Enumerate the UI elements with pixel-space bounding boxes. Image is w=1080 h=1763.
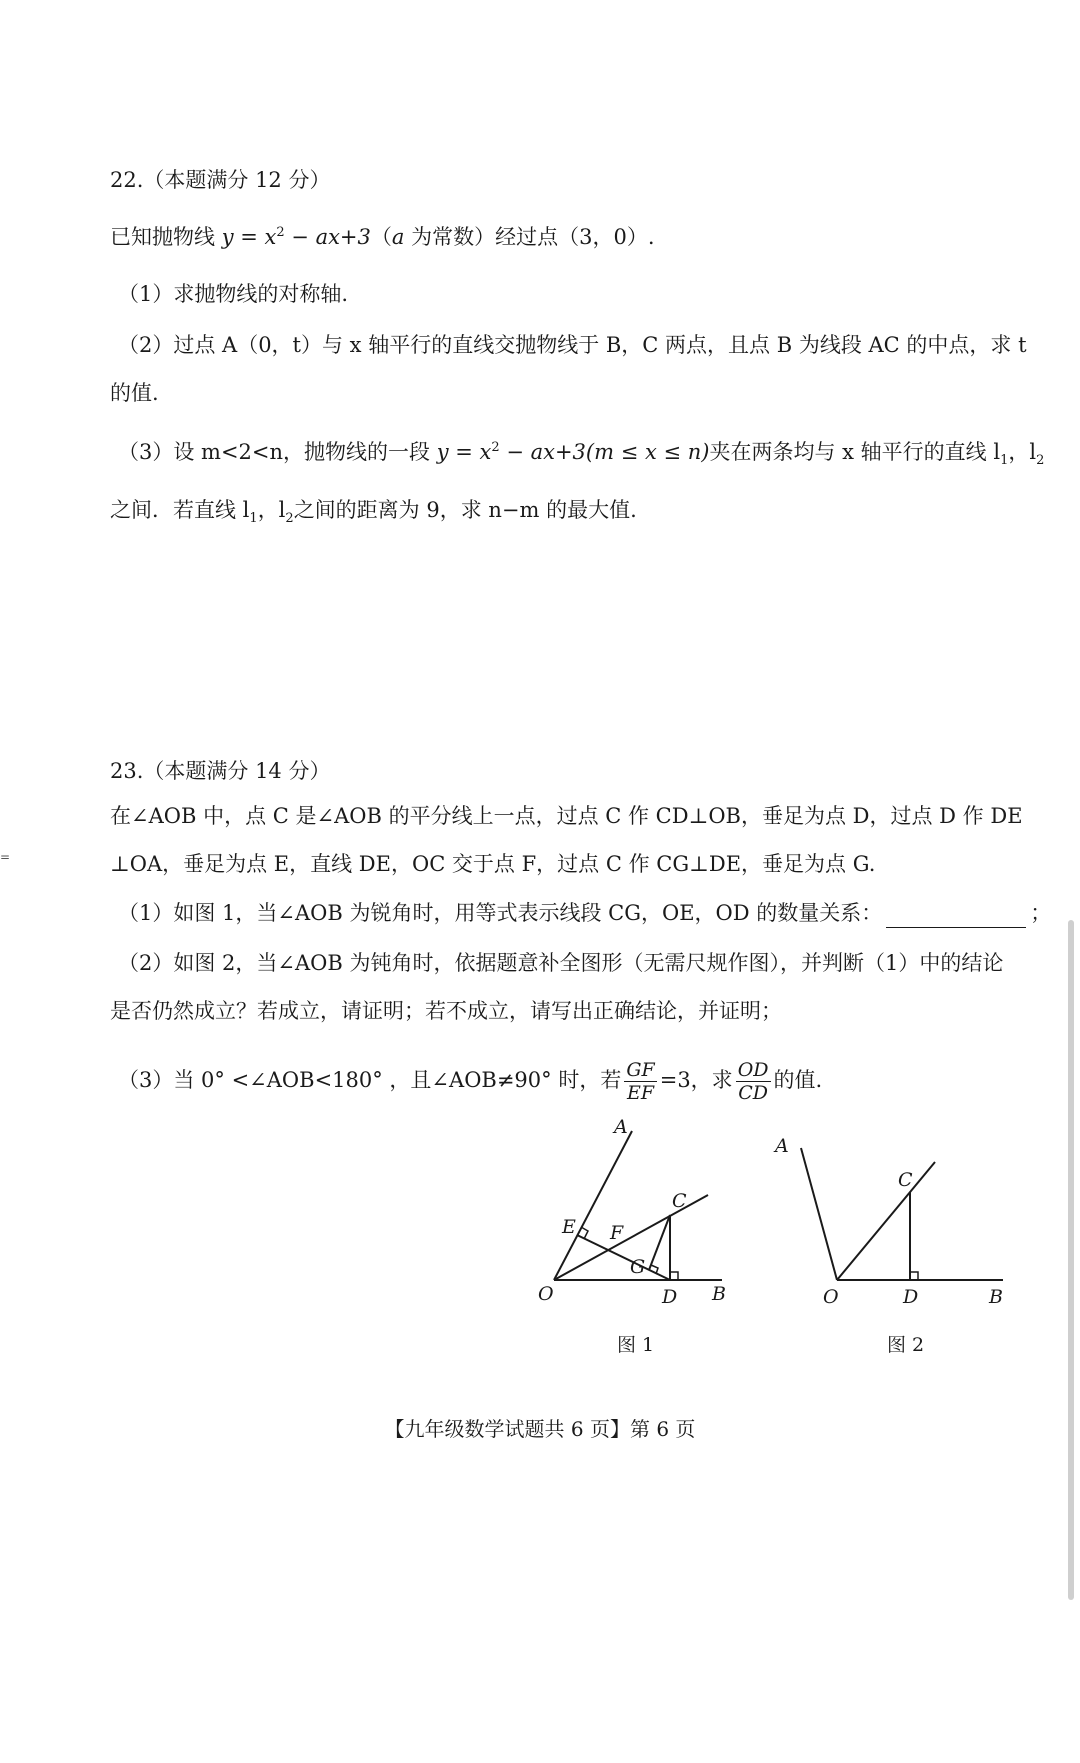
q22-part2-line1: （2）过点 A（0，t）与 x 轴平行的直线交抛物线于 B，C 两点，且点 B 为线段 AC 的中点，求 t (118, 333, 1027, 357)
q22-intro: 已知抛物线 $y = x^2 - ax+3(a$ 为常数）经过点（3，0）. (110, 225, 655, 249)
label-a: A (775, 1135, 789, 1157)
label-b: B (989, 1286, 1003, 1308)
bisector-oc (837, 1162, 935, 1280)
q23-stem-line1: 在∠AOB 中，点 C 是∠AOB 的平分线上一点，过点 C 作 CD⊥OB，垂足为点 D，过点 D 作 DE (110, 804, 1023, 828)
label-b: B (712, 1283, 726, 1305)
figure-2 (765, 1130, 1015, 1315)
q22-part1: （1）求抛物线的对称轴. (118, 282, 349, 306)
q22-part3-line2: 之间．若直线 $l_1$，$l_2$之间的距离为 9，求 n−m 的最大值. (110, 498, 637, 527)
figure-2-caption: 图 2 (887, 1334, 925, 1356)
q23-part1: （1）如图 1，当∠AOB 为锐角时，用等式表示线段 CG，OE，OD 的数量关系： ； (118, 898, 1051, 928)
q22-part3-line1: （3）设 m<2<n，抛物线的一段 $y = x^2 - ax+3(m \le x \le n)$夹在两条均与 x 轴平行的直线 $l_1$，$l_2$ (118, 440, 1045, 469)
q22-title: 22.（本题满分 12 分） (110, 168, 331, 192)
q23-part2-line2: 是否仍然成立？若成立，请证明；若不成立，请写出正确结论，并证明； (110, 999, 782, 1023)
segment-cg (649, 1215, 670, 1270)
label-a: A (614, 1116, 628, 1138)
right-angle-d (670, 1272, 678, 1280)
figure-1 (520, 1115, 740, 1315)
label-c: C (672, 1190, 687, 1212)
q22-part2-line2: 的值. (110, 381, 159, 405)
q23-title: 23.（本题满分 14 分） (110, 759, 331, 783)
label-d: D (662, 1286, 678, 1308)
answer-blank (886, 907, 1026, 928)
label-g: G (630, 1256, 646, 1278)
label-e: E (562, 1216, 576, 1238)
label-o: O (538, 1283, 554, 1305)
fraction-od-cd: $\frac{OD}{CD}$ (737, 1059, 769, 1104)
ray-oa (801, 1148, 837, 1280)
label-d: D (903, 1286, 919, 1308)
figure-1-caption: 图 1 (617, 1334, 655, 1356)
q23-part2-line1: （2）如图 2，当∠AOB 为钝角时，依据题意补全图形（无需尺规作图），并判断（1）中的结论 (118, 951, 1004, 975)
q23-part3: （3）当 0° <∠AOB<180° ，且∠AOB≠90° 时，若 $\frac{GF}{EF}$ =3，求 $\frac{OD}{CD}$ 的值. (118, 1059, 823, 1104)
label-c: C (898, 1169, 913, 1191)
page-footer: 【九年级数学试题共 6 页】第 6 页 (384, 1417, 696, 1441)
label-o: O (823, 1286, 839, 1308)
edge-mark: = (0, 850, 11, 864)
label-f: F (610, 1222, 624, 1244)
q23-stem-line2: ⊥OA，垂足为点 E，直线 DE，OC 交于点 F，过点 C 作 CG⊥DE，垂足为点 G. (110, 852, 876, 876)
right-angle-d (910, 1272, 918, 1280)
fraction-gf-ef: $\frac{GF}{EF}$ (626, 1059, 655, 1104)
scrollbar[interactable] (1068, 920, 1074, 1600)
